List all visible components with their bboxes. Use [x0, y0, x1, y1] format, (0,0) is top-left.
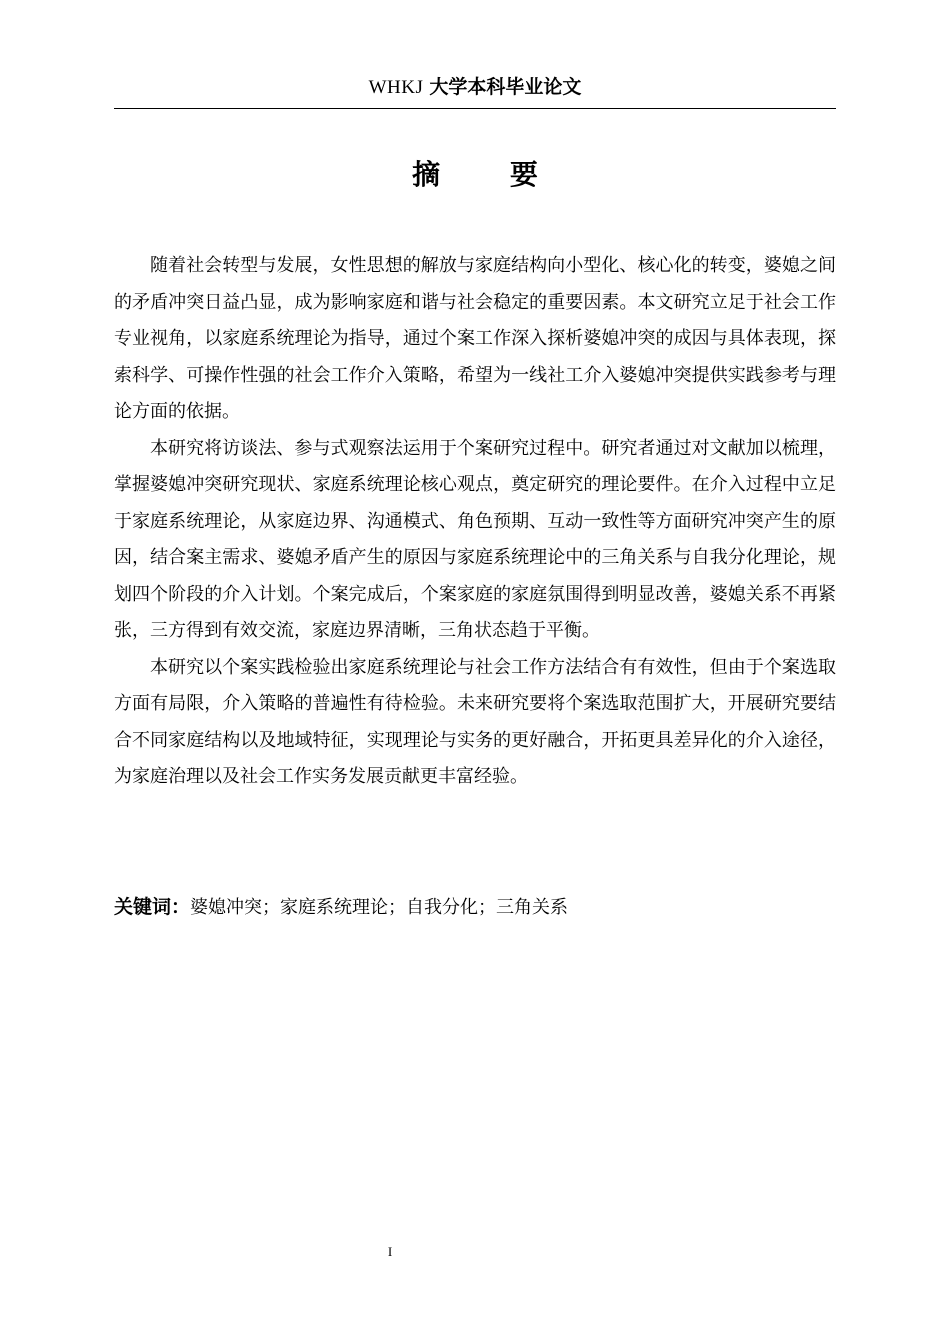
abstract-paragraph-3: 本研究以个案实践检验出家庭系统理论与社会工作方法结合有有效性，但由于个案选取方面有局限，介入策略的普遍性有待检验。未来研究要将个案选取范围扩大，开展研究要结合不同家庭结构以及地域特征，实现理论与实务的更好融合，开拓更具差异化的介入途径，为家庭治理以及社会工作实务发展贡献更丰富经验。 [114, 656, 836, 787]
abstract-title: 摘 要 [412, 158, 568, 191]
header-divider [114, 108, 836, 109]
page-header [0, 74, 950, 101]
keywords-line [114, 889, 836, 926]
abstract-paragraph-2: 本研究将访谈法、参与式观察法运用于个案研究过程中。研究者通过对文献加以梳理，掌握婆媳冲突研究现状、家庭系统理论核心观点，奠定研究的理论要件。在介入过程中立足于家庭系统理论，从家庭边界、沟通模式、角色预期、互动一致性等方面研究冲突产生的原因，结合案主需求、婆媳矛盾产生的原因与家庭系统理论中的三角关系与自我分化理论，规划四个阶段的介入计划。个案完成后，个案家庭的家庭氛围得到明显改善，婆媳关系不再紧张，三方得到有效交流，家庭边界清晰，三角状态趋于平衡。 [114, 437, 836, 641]
keywords-label: 关键词： [114, 896, 191, 918]
page-number: I [387, 1244, 393, 1259]
header-university-code: WHKJ [368, 77, 424, 98]
abstract-paragraph-1: 随着社会转型与发展，女性思想的解放与家庭结构向小型化、核心化的转变，婆媳之间的矛盾冲突日益凸显，成为影响家庭和谐与社会稳定的重要因素。本文研究立足于社会工作专业视角，以家庭系统理论为指导，通过个案工作深入探析婆媳冲突的成因与具体表现，探索科学、可操作性强的社会工作介入策略，希望为一线社工介入婆媳冲突提供实践参考与理论方面的依据。 [114, 255, 836, 422]
abstract-body [114, 248, 836, 796]
keywords-list: 婆媳冲突；家庭系统理论；自我分化；三角关系 [190, 897, 569, 918]
header-thesis-label: 大学本科毕业论文 [429, 76, 582, 98]
